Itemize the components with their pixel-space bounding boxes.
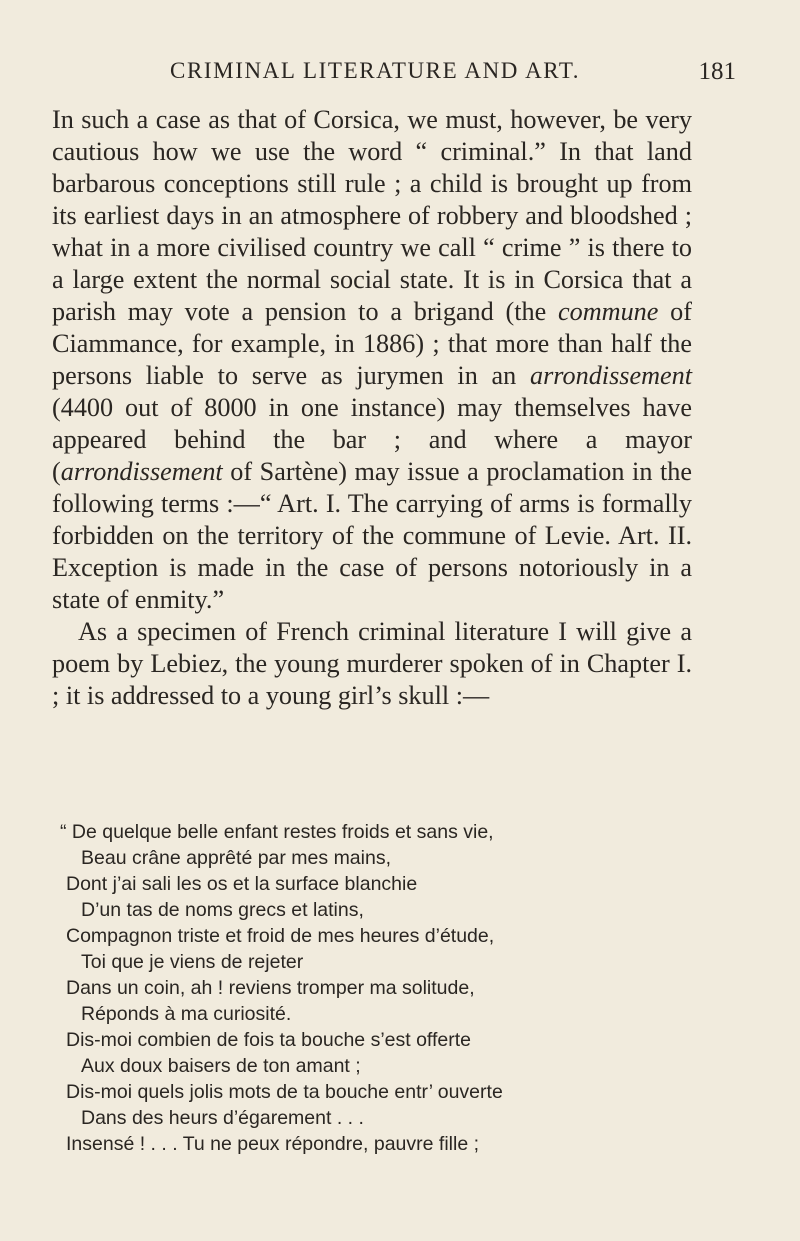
- poem-line: Dans des heurs d’égarement . . .: [81, 1107, 364, 1129]
- running-title: CRIMINAL LITERATURE AND ART.: [170, 58, 581, 83]
- paragraph-specimen: As a specimen of French criminal literature I will give a poem by Lebiez, the young murderer spoken of in Chapter I. ; it is addressed to a young girl’s skull :—: [52, 617, 692, 710]
- paragraph-text: In such a case as that of Corsica, we must, however, be very cautious how we use the word “ criminal.” In that land barbarous conceptions still rule ; a child is brought up from its earliest days in an atmosphere of robbery and bloodshed ; what in a more civilised country we call “ crime ” is there to a large extent the normal social state. It is in Corsica that a parish may vote a pension to a brigand (the: [52, 105, 692, 326]
- paragraph-corsica: [52, 104, 692, 616]
- italic-term-arrondissement: arrondissement: [60, 457, 223, 486]
- poem-line: Dans un coin, ah ! reviens tromper ma solitude,: [66, 977, 475, 999]
- paragraph-text: (4400 out of 8000 in one instance) may themselves have appeared behind the bar ; and where a mayor (: [52, 393, 692, 486]
- paragraph-text: of Ciammance, for example, in 1886) ; that more than half the persons liable to serve as jurymen in an: [52, 297, 692, 390]
- poem-line: Dis-moi quels jolis mots de ta bouche entr’ ouverte: [66, 1081, 503, 1103]
- poem-line: Compagnon triste et froid de mes heures d’étude,: [66, 925, 495, 947]
- poem-line: “ De quelque belle enfant restes froids et sans vie,: [60, 821, 494, 843]
- italic-term-arrondissement: arrondissement: [530, 361, 692, 390]
- poem-line: Dis-moi combien de fois ta bouche s’est offerte: [66, 1029, 472, 1051]
- poem-line: Réponds à ma curiosité.: [81, 1003, 292, 1025]
- poem-quotation: [60, 819, 756, 1157]
- running-head: [96, 56, 736, 96]
- paragraph-text: of Sartène) may issue a proclamation in the following terms :—“ Art. I. The carrying of arms is formally forbidden on the territory of the commune of Levie. Art. II. Exception is made in the case of persons notoriously in a state of enmity.”: [52, 457, 692, 614]
- page-number: 181: [698, 58, 736, 85]
- prose-body: [52, 104, 692, 712]
- poem-line: Dont j’ai sali les os et la surface blanchie: [66, 873, 418, 895]
- poem-line: Toi que je viens de rejeter: [81, 951, 304, 973]
- poem-line: Aux doux baisers de ton amant ;: [81, 1055, 361, 1077]
- italic-term-commune: commune: [558, 297, 659, 326]
- poem-line: Beau crâne apprêté par mes mains,: [81, 847, 392, 869]
- poem-line: Insensé ! . . . Tu ne peux répondre, pauvre fille ;: [66, 1133, 479, 1155]
- poem-line: D’un tas de noms grecs et latins,: [81, 899, 364, 921]
